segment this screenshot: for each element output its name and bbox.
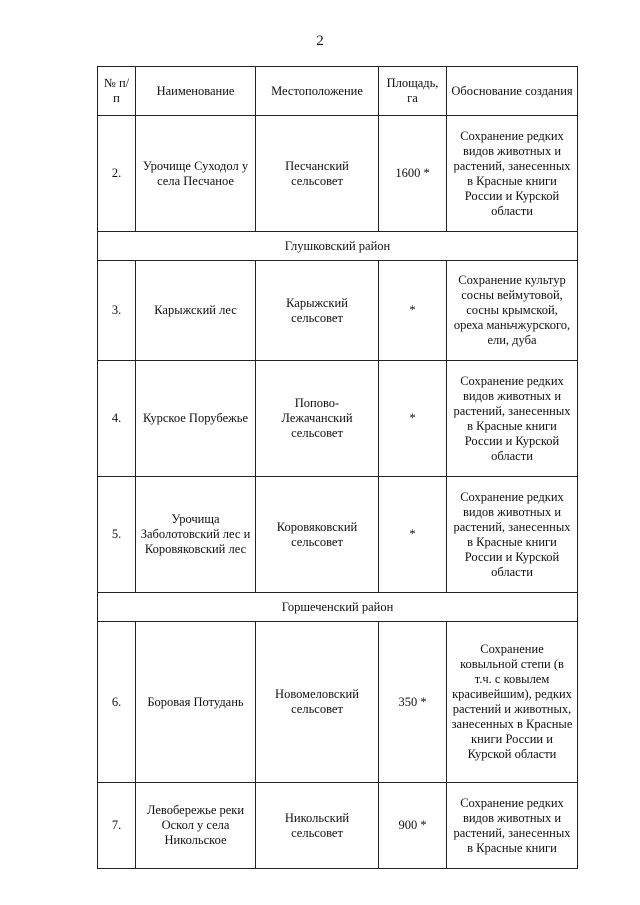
row-num: 4.: [98, 361, 136, 477]
header-location: Местоположение: [256, 67, 379, 116]
row-location: Попово-Лежачанский сельсовет: [256, 361, 379, 477]
table-row: [98, 783, 578, 869]
row-num: 5.: [98, 477, 136, 593]
row-basis: Сохранение редких видов животных и растений, занесенных в Красные книги: [447, 783, 578, 869]
region-row: [98, 232, 578, 261]
header-basis: Обоснование создания: [447, 67, 578, 116]
row-location: Никольский сельсовет: [256, 783, 379, 869]
table-header-row: [98, 67, 578, 116]
row-basis: Сохранение редких видов животных и растений, занесенных в Красные книги России и Курской области: [447, 477, 578, 593]
table-row: [98, 477, 578, 593]
row-area: *: [379, 477, 447, 593]
row-area: 1600 *: [379, 116, 447, 232]
table-row: [98, 116, 578, 232]
row-basis: Сохранение культур сосны веймутовой, сосны крымской, ореха маньчжурского, ели, дуба: [447, 261, 578, 361]
region-heading-glushkovsky: Глушковский район: [98, 232, 578, 261]
protected-areas-table: [97, 66, 578, 869]
row-location: Коровяковский сельсовет: [256, 477, 379, 593]
row-location: Песчанский сельсовет: [256, 116, 379, 232]
row-num: 3.: [98, 261, 136, 361]
row-basis: Сохранение редких видов животных и растений, занесенных в Красные книги России и Курской области: [447, 361, 578, 477]
row-name: Урочища Заболотовский лес и Коровяковский лес: [136, 477, 256, 593]
table-row: [98, 361, 578, 477]
row-area: 900 *: [379, 783, 447, 869]
region-heading-gorshechensky: Горшеченский район: [98, 593, 578, 622]
header-num: № п/п: [98, 67, 136, 116]
row-num: 6.: [98, 622, 136, 783]
row-name: Левобережье реки Оскол у села Никольское: [136, 783, 256, 869]
row-basis: Сохранение редких видов животных и растений, занесенных в Красные книги России и Курской области: [447, 116, 578, 232]
region-row: [98, 593, 578, 622]
row-basis: Сохранение ковыльной степи (в т.ч. с ковылем красивейшим), редких растений и животных, занесенных в Красные книги России и Курской области: [447, 622, 578, 783]
page-number: 2: [316, 33, 324, 49]
table-row: [98, 622, 578, 783]
row-area: 350 *: [379, 622, 447, 783]
row-name: Урочище Суходол у села Песчаное: [136, 116, 256, 232]
row-location: Новомеловский сельсовет: [256, 622, 379, 783]
row-name: Карыжский лес: [136, 261, 256, 361]
row-name: Курское Порубежье: [136, 361, 256, 477]
row-area: *: [379, 361, 447, 477]
row-num: 7.: [98, 783, 136, 869]
header-name: Наименование: [136, 67, 256, 116]
row-location: Карыжский сельсовет: [256, 261, 379, 361]
header-area: Площадь, га: [379, 67, 447, 116]
row-area: *: [379, 261, 447, 361]
table-row: [98, 261, 578, 361]
row-num: 2.: [98, 116, 136, 232]
row-name: Боровая Потудань: [136, 622, 256, 783]
